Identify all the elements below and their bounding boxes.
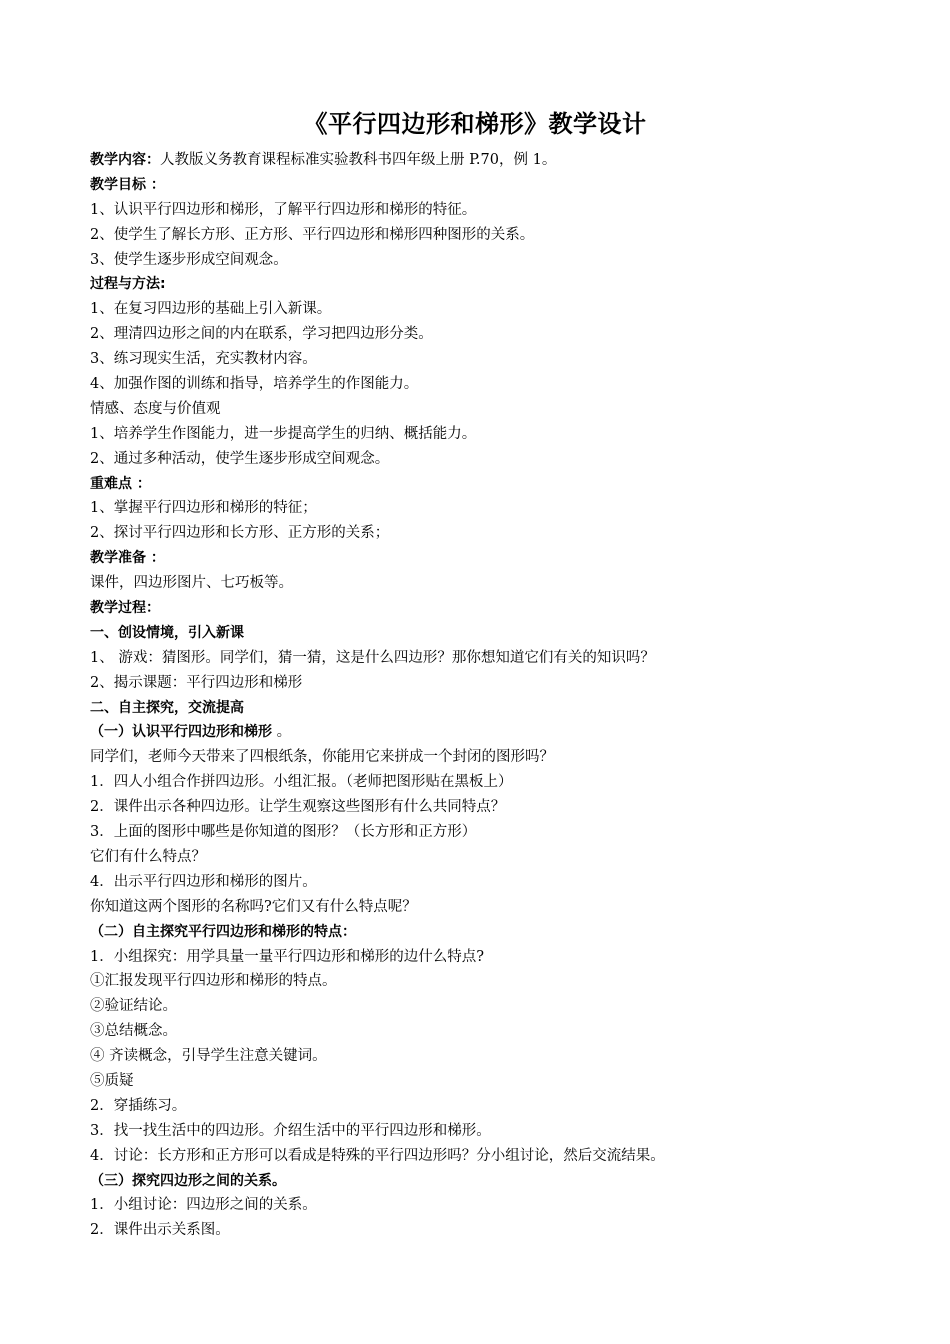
paragraph-line: 情感、态度与价值观 xyxy=(90,400,221,417)
paragraph-line: 课件，四边形图片、七巧板等。 xyxy=(90,575,293,592)
heading-label: 过程与方法: xyxy=(90,276,166,293)
paragraph-line: 1．小组讨论：四边形之间的关系。 xyxy=(90,1197,317,1214)
paragraph-line: ④ 齐读概念，引导学生注意关键词。 xyxy=(90,1048,327,1065)
heading-label: 一、创设情境，引入新课 xyxy=(90,624,244,641)
heading-label: 教学过程： xyxy=(90,600,160,617)
paragraph-line: 1．四人小组合作拼四边形。小组汇报。（老师把图形贴在黑板上） xyxy=(90,774,513,791)
section-heading xyxy=(90,696,890,721)
section-heading xyxy=(90,173,890,198)
paragraph-line: 2．课件出示各种四边形。让学生观察这些图形有什么共同特点？ xyxy=(90,799,506,816)
paragraph-line: 4．讨论：长方形和正方形可以看成是特殊的平行四边形吗？分小组讨论，然后交流结果。 xyxy=(90,1147,665,1164)
paragraph-line: 2、通过多种活动，使学生逐步形成空间观念。 xyxy=(90,450,390,467)
paragraph-line: 2、探讨平行四边形和长方形、正方形的关系； xyxy=(90,525,390,542)
paragraph-line: 2、理清四边形之间的内在联系，学习把四边形分类。 xyxy=(90,326,433,343)
paragraph-line: 4、加强作图的训练和指导，培养学生的作图能力。 xyxy=(90,376,419,393)
section-heading xyxy=(90,596,890,621)
paragraph-line: 1、在复习四边形的基础上引入新课。 xyxy=(90,301,332,318)
paragraph-line: 4．出示平行四边形和梯形的图片。 xyxy=(90,873,317,890)
paragraph-line: 1、 游戏：猜图形。同学们，猜一猜，这是什么四边形？那你想知道它们有关的知识吗？ xyxy=(90,649,655,666)
paragraph-line: ③总结概念。 xyxy=(90,1023,177,1040)
heading-label: （二）自主探究平行四边形和梯形的特点： xyxy=(90,923,356,940)
paragraph-line: 1、培养学生作图能力，进一步提高学生的归纳、概括能力。 xyxy=(90,425,477,442)
paragraph-line: ①汇报发现平行四边形和梯形的特点。 xyxy=(90,973,337,990)
heading-label: 教学目标 ： xyxy=(90,176,165,193)
paragraph-line: 同学们，老师今天带来了四根纸条，你能用它来拼成一个封闭的图形吗？ xyxy=(90,749,554,766)
heading-label: 教学准备 ： xyxy=(90,550,165,567)
paragraph-line: ②验证结论。 xyxy=(90,998,177,1015)
heading-text: 。 xyxy=(272,724,292,741)
document-body xyxy=(90,148,890,1243)
paragraph-line: 1、掌握平行四边形和梯形的特征； xyxy=(90,500,317,517)
document-title: 《平行四边形和梯形》教学设计 xyxy=(303,110,647,138)
section-heading xyxy=(90,148,890,173)
paragraph-line: 3、练习现实生活，充实教材内容。 xyxy=(90,351,317,368)
paragraph-line: 3．上面的图形中哪些是你知道的图形？（长方形和正方形） xyxy=(90,824,477,841)
section-heading xyxy=(90,272,890,297)
paragraph-line: ⑤质疑 xyxy=(90,1072,134,1089)
section-heading xyxy=(90,621,890,646)
paragraph-line: 3．找一找生活中的四边形。介绍生活中的平行四边形和梯形。 xyxy=(90,1122,491,1139)
section-heading xyxy=(90,472,890,497)
heading-label: 教学内容： xyxy=(90,152,160,168)
heading-label: 重难点 ： xyxy=(90,475,151,492)
section-heading xyxy=(90,1169,890,1194)
heading-label: （三）探究四边形之间的关系。 xyxy=(90,1172,286,1189)
paragraph-line: 2．穿插练习。 xyxy=(90,1097,187,1114)
paragraph-line: 1、认识平行四边形和梯形，了解平行四边形和梯形的特征。 xyxy=(90,201,477,218)
paragraph-line: 3、使学生逐步形成空间观念。 xyxy=(90,251,288,268)
heading-label: （一）认识平行四边形和梯形 xyxy=(90,724,272,741)
heading-text: 人教版义务教育课程标准实验教科书四年级上册 P.70，例 1。 xyxy=(160,152,557,168)
paragraph-line: 你知道这两个图形的名称吗?它们又有什么特点呢？ xyxy=(90,898,417,915)
heading-label: 二、自主探究，交流提高 xyxy=(90,699,244,716)
section-heading xyxy=(90,546,890,571)
section-heading xyxy=(90,720,890,745)
section-heading xyxy=(90,920,890,945)
paragraph-line: 2、使学生了解长方形、正方形、平行四边形和梯形四种图形的关系。 xyxy=(90,226,535,243)
paragraph-line: 1．小组探究：用学具量一量平行四边形和梯形的边什么特点? xyxy=(90,948,484,965)
paragraph-line: 2．课件出示关系图。 xyxy=(90,1222,230,1239)
paragraph-line: 2、揭示课题：平行四边形和梯形 xyxy=(90,674,303,691)
paragraph-line: 它们有什么特点？ xyxy=(90,848,206,865)
